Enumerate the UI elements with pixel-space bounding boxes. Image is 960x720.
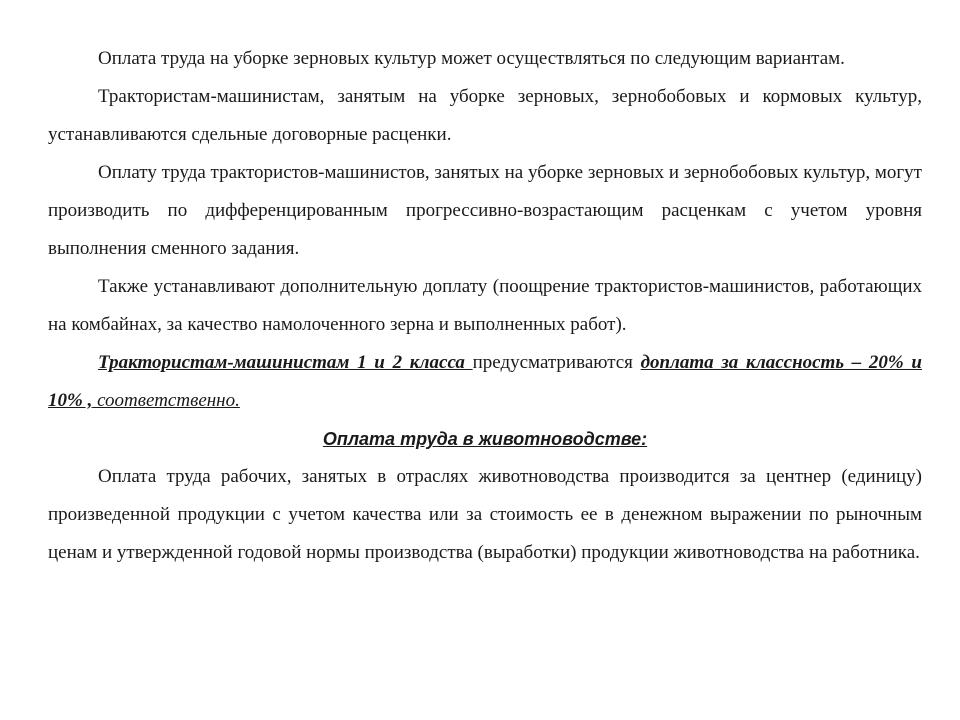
- respectively-phrase: соответственно.: [92, 390, 240, 411]
- paragraph-class-bonus: [48, 344, 922, 420]
- paragraph-progressive-rates: Оплату труда трактористов-машинистов, занятых на уборке зерновых и зернобобовых культур, могут производить по дифференцированным прогрессивно-возрастающим расценкам с учетом уровня выполнения сменного задания.: [48, 162, 922, 259]
- provided-phrase: предусматриваются: [472, 352, 641, 373]
- class-bonus-phrase: доплата за классность – 20% и 10% ,: [48, 352, 922, 411]
- paragraph-additional-bonus: Также устанавливают дополнительную доплату (поощрение трактористов-машинистов, работающих на комбайнах, за качество намолоченного зерна и выполненных работ).: [48, 276, 922, 335]
- paragraph-harvest-intro: Оплата труда на уборке зерновых культур может осуществляться по следующим вариантам.: [98, 48, 845, 69]
- paragraph-piece-rates: Трактористам-машинистам, занятым на уборке зерновых, зернобобовых и кормовых культур, устанавливаются сдельные договорные расценки.: [48, 86, 922, 145]
- paragraph-livestock-pay: Оплата труда рабочих, занятых в отраслях животноводства производится за центнер (единицу) произведенной продукции с учетом качества или за стоимость ее в денежном выражении по рыночным ценам и утвержденной годовой нормы производства (выработки) продукции животноводства на работника.: [48, 466, 922, 563]
- class-operators-phrase: Трактористам-машинистам 1 и 2 класса: [98, 352, 473, 373]
- section-heading-livestock: Оплата труда в животноводстве:: [322, 429, 648, 449]
- document-page: [48, 40, 922, 572]
